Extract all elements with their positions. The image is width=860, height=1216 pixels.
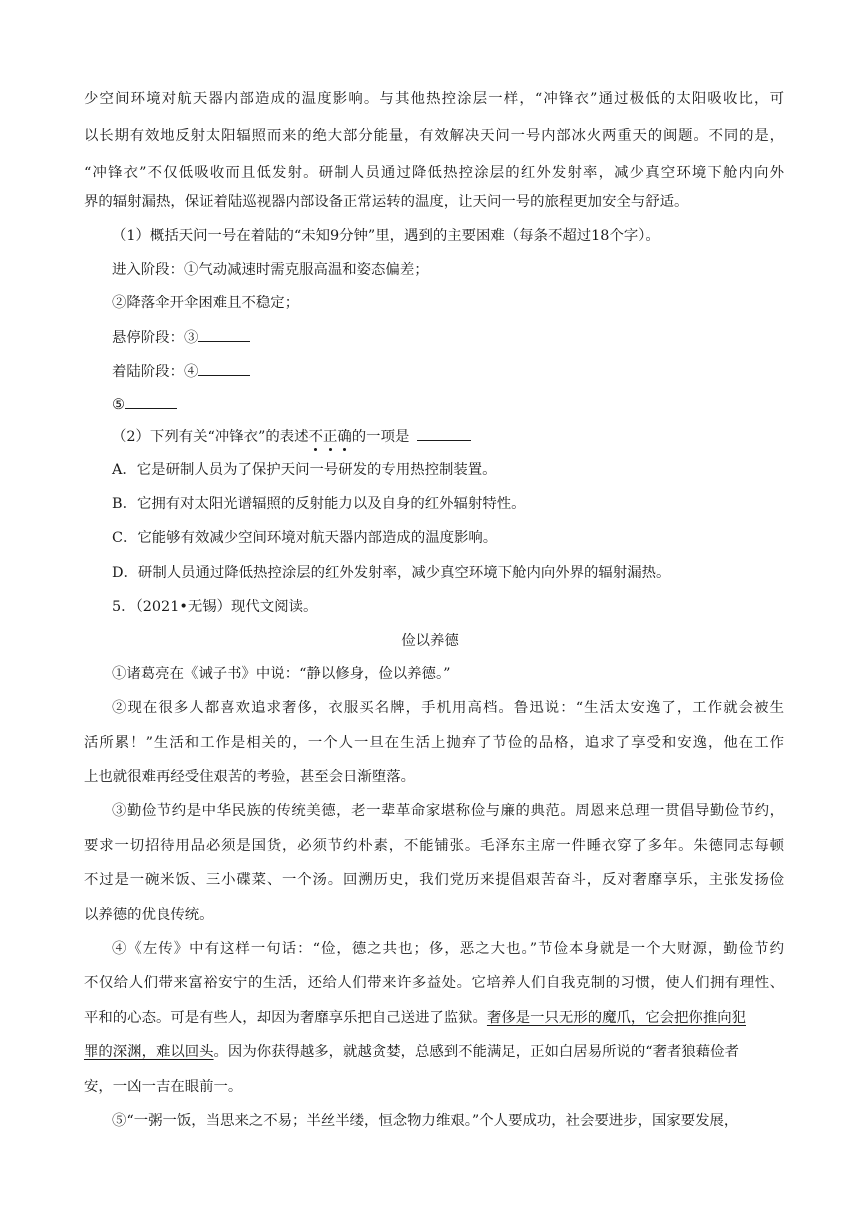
q2-prompt (112, 426, 812, 447)
paragraph-4-line-4 (84, 1042, 784, 1062)
passage-line-4: 界的辐射漏热，保证着陆巡视器内部设备正常运转的温度，让天问一号的旅程更加安全与舒适。 (84, 194, 689, 210)
q1-hover-label: 悬停阶段：③ (112, 330, 199, 346)
paragraph-4-text: 。因为你获得越多，就越贪婪，总感到不能满足，正如白居易所说的“奢者狼藉俭者 (213, 1044, 739, 1060)
paragraph-3-line-4: 以养德的优良传统。 (84, 907, 214, 923)
paragraph-4-line-3 (84, 1008, 784, 1028)
passage-line-2: 以长期有效地反射太阳辐照而来的绝大部分能量，有效解决天问一号内部冰火两重天的闽题。不同的是， (84, 128, 784, 144)
q1-entry-stage: 进入阶段：①气动减速时需克服高温和姿态偏差； (112, 262, 429, 278)
q2-prompt-end: 的一项是 (351, 429, 410, 445)
paragraph-4-line-5: 安，一凶一吉在眼前一。 (84, 1079, 243, 1095)
q2-prompt-start: （2）下列有关“冲锋衣”的表述 (112, 429, 309, 445)
q1-item-2: ②降落伞开伞困难且不稳定； (112, 295, 300, 311)
paragraph-2-line-1: ②现在很多人都喜欢追求奢侈，衣服买名牌，手机用高档。鲁迅说：“生活太安逸了，工作就会被生 (112, 700, 784, 716)
paragraph-2-line-3: 上也就很难再经受住艰苦的考验，甚至会日渐堕落。 (84, 769, 415, 785)
emphasis-char: 确 (337, 429, 352, 445)
paragraph-5-line-1: ⑤“一粥一饭，当思来之不易；半丝半缕，恒念物力维艰。”个人要成功，社会要进步，国家要发展， (112, 1113, 739, 1129)
q1-landing-label: 着陆阶段：④ (112, 364, 199, 380)
emphasis-char: 不 (308, 429, 323, 445)
q1-landing-stage (112, 361, 812, 382)
q1-item5-label: ⑤ (112, 397, 125, 413)
answer-blank-5[interactable] (125, 394, 177, 409)
passage-line-3: “冲锋衣”不仅低吸收而且低发射。研制人员通过降低热控涂层的红外发射率，减少真空环境下舱内向外 (84, 165, 784, 181)
emphasis-char: 正 (322, 429, 338, 445)
underlined-sentence: 奢侈是一只无形的魔爪，它会把你推向犯 (486, 1010, 746, 1026)
answer-blank-q2[interactable] (417, 426, 471, 441)
answer-blank-3[interactable] (198, 327, 250, 342)
q2-option-c: C．它能够有效减少空间环境对航天器内部造成的温度影响。 (112, 530, 498, 546)
paragraph-4-text: 平和的心态。可是有些人，却因为奢靡享乐把自己送进了监狱。 (84, 1010, 487, 1026)
paragraph-1: ①诸葛亮在《诫子书》中说：“静以修身，俭以养德。” (112, 666, 451, 682)
article-title: 俭以养德 (401, 633, 459, 649)
q1-hover-stage (112, 327, 812, 348)
paragraph-2-line-2: 活所累！”生活和工作是相关的，一个人一旦在生活上抛弃了节俭的品格，追求了享受和安逸，他在工作 (84, 735, 784, 751)
paragraph-4-line-1: ④《左传》中有这样一句话：“俭，德之共也；侈，恶之大也。”节俭本身就是一个大财源，勤俭节约 (112, 941, 784, 957)
paragraph-3-line-3: 不过是一碗米饭、三小碟菜、一个汤。回溯历史，我们党历来提倡艰苦奋斗，反对奢靡享乐，主张发扬俭 (84, 872, 784, 888)
underlined-sentence: 罪的深渊，难以回头 (84, 1044, 214, 1060)
passage-line-1: 少空间环境对航天器内部造成的温度影响。与其他热控涂层一样，“冲锋衣”通过极低的太阳吸收比，可 (84, 91, 784, 107)
q1-prompt: （1）概括天问一号在着陆的“未知9分钟”里，遇到的主要困难（每条不超过18个字）。 (112, 228, 660, 244)
q2-option-d: D．研制人员通过降低热控涂层的红外发射率，减少真空环境下舱内向外界的辐射漏热。 (112, 565, 671, 581)
q5-header: 5．（2021•无锡）现代文阅读。 (112, 599, 318, 615)
paragraph-4-line-2: 不仅给人们带来富裕安宁的生活，还给人们带来许多益处。它培养人们自我克制的习惯，使人们拥有理性、 (84, 975, 784, 991)
paragraph-3-line-1: ③勤俭节约是中华民族的传统美德，老一辈革命家堪称俭与廉的典范。周恩来总理一贯倡导勤俭节约， (112, 803, 784, 819)
q1-item-5 (112, 394, 812, 415)
paragraph-3-line-2: 要求一切招待用品必须是国货，必须节约朴素，不能铺张。毛泽东主席一件睡衣穿了多年。朱德同志每顿 (84, 838, 784, 854)
q2-option-a: A．它是研制人员为了保护天问一号研发的专用热控制装置。 (112, 462, 497, 478)
answer-blank-4[interactable] (198, 361, 250, 376)
q2-option-b: B．它拥有对太阳光谱辐照的反射能力以及自身的红外辐射特性。 (112, 496, 526, 512)
